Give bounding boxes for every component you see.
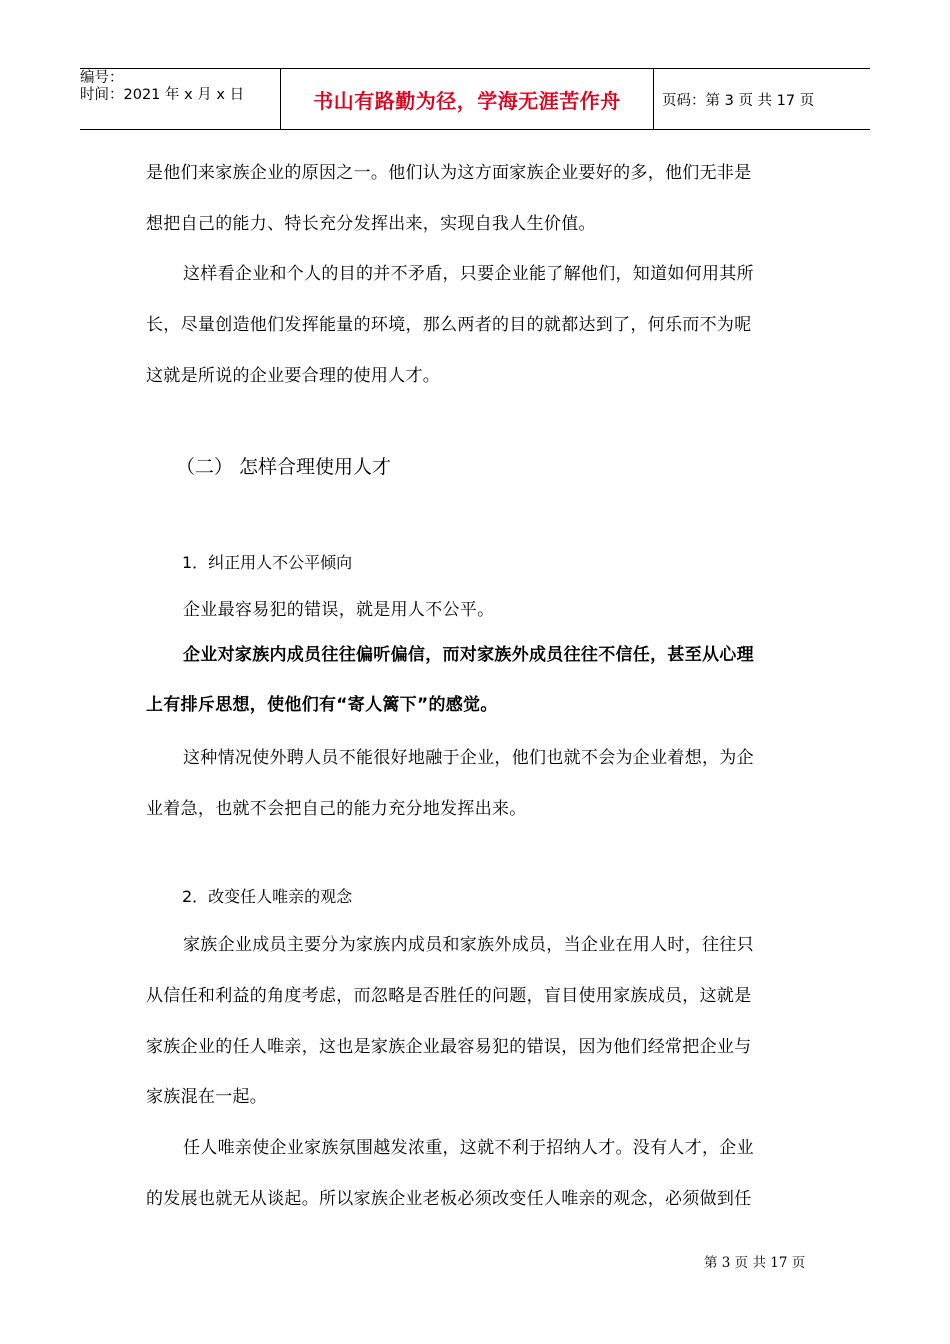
paragraph-line: 家族混在一起。 (146, 1087, 268, 1107)
paragraph-line: 从信任和利益的角度考虑，而忽略是否胜任的问题，盲目使用家族成员，这就是 (146, 986, 752, 1006)
paragraph-line: 企业最容易犯的错误，就是用人不公平。 (183, 600, 495, 620)
paragraph-line: 这样看企业和个人的目的并不矛盾，只要企业能了解他们，知道如何用其所 (183, 264, 754, 284)
header-page-info: 页码：第 3 页 共 17 页 (662, 92, 815, 109)
page-header (80, 68, 870, 130)
bold-paragraph-line: 上有排斥思想，使他们有“寄人篱下”的感觉。 (146, 695, 498, 715)
document-date: 时间：2021 年 x 月 x 日 (80, 87, 245, 103)
section-heading: （二） 怎样合理使用人才 (176, 456, 392, 478)
document-number-label: 编号： (80, 70, 124, 86)
subsection-heading-2: 2．改变任人唯亲的观念 (182, 887, 353, 906)
page-footer: 第 3 页 共 17 页 (704, 1255, 806, 1271)
subsection-heading-1: 1．纠正用人不公平倾向 (182, 553, 353, 572)
paragraph-line: 家族企业成员主要分为家族内成员和家族外成员，当企业在用人时，往往只 (183, 935, 754, 955)
bold-paragraph-line: 企业对家族内成员往往偏听偏信，而对家族外成员往往不信任，甚至从心理 (183, 645, 754, 665)
paragraph-line: 是他们来家族企业的原因之一。他们认为这方面家族企业要好的多，他们无非是 (146, 163, 752, 183)
paragraph-line: 业着急，也就不会把自己的能力充分地发挥出来。 (146, 799, 527, 819)
paragraph-line: 这种情况使外聘人员不能很好地融于企业，他们也就不会为企业着想，为企 (183, 748, 754, 768)
paragraph-line: 任人唯亲使企业家族氛围越发浓重，这就不利于招纳人才。没有人才，企业 (183, 1138, 754, 1158)
paragraph-line: 这就是所说的企业要合理的使用人才。 (146, 366, 441, 386)
paragraph-line: 家族企业的任人唯亲，这也是家族企业最容易犯的错误，因为他们经常把企业与 (146, 1037, 752, 1057)
header-motto: 书山有路勤为径，学海无涯苦作舟 (280, 69, 654, 129)
paragraph-line: 的发展也就无从谈起。所以家族企业老板必须改变任人唯亲的观念，必须做到任 (146, 1189, 752, 1209)
header-meta (80, 69, 280, 129)
paragraph-line: 想把自己的能力、特长充分发挥出来，实现自我人生价值。 (146, 214, 596, 234)
paragraph-line: 长，尽量创造他们发挥能量的环境，那么两者的目的就都达到了，何乐而不为呢 (146, 315, 752, 335)
